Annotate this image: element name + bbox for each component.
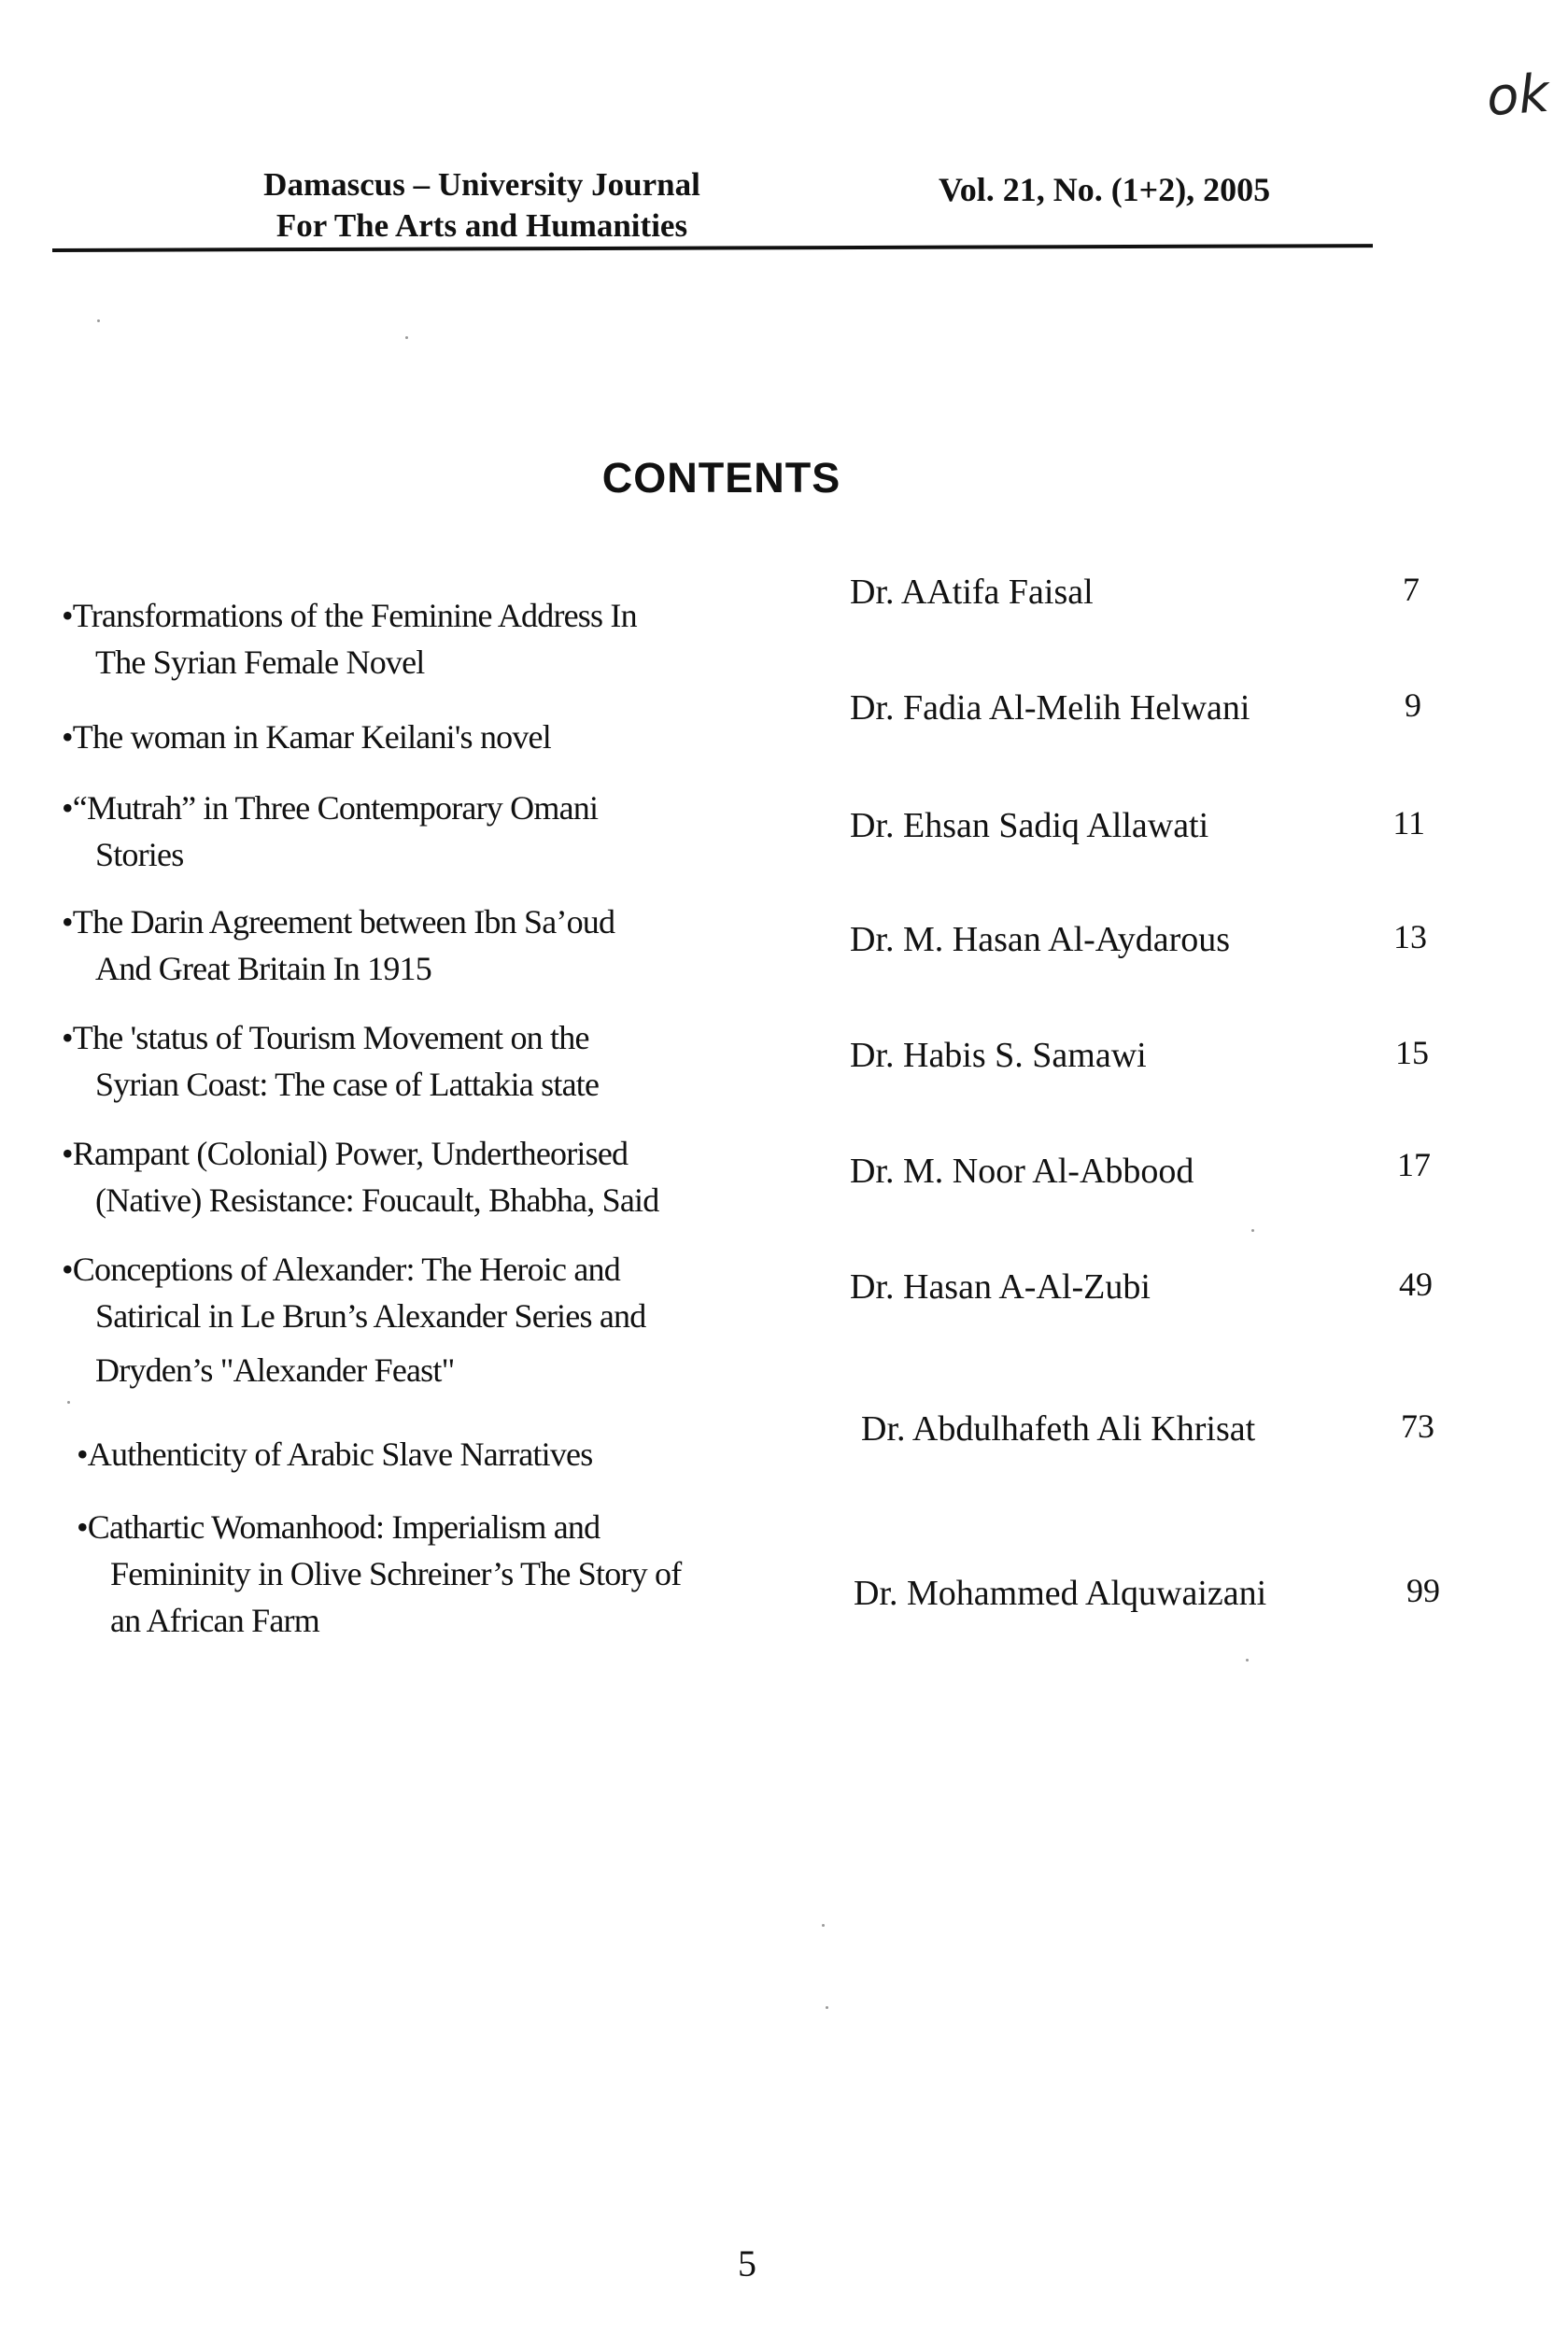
toc-entry-title bbox=[62, 714, 762, 760]
title-line: an African Farm bbox=[110, 1602, 319, 1639]
toc-entry-title bbox=[62, 898, 762, 992]
title-line: Stories bbox=[95, 836, 184, 873]
scan-speck bbox=[822, 1924, 825, 1927]
toc-entry-title bbox=[77, 1504, 777, 1644]
scan-speck bbox=[67, 1401, 70, 1404]
toc-entry-page: 13 bbox=[1393, 918, 1427, 955]
toc-entry-author: Dr. Ehsan Sadiq Allawati bbox=[850, 806, 1209, 845]
scan-speck bbox=[405, 336, 408, 339]
toc-entry-author: Dr. M. Hasan Al-Aydarous bbox=[850, 920, 1231, 959]
title-line: Syrian Coast: The case of Lattakia state bbox=[95, 1066, 600, 1103]
toc-entry-page: 11 bbox=[1392, 804, 1425, 842]
journal-name bbox=[230, 164, 734, 247]
toc-entry-title bbox=[62, 785, 762, 878]
volume-info: Vol. 21, No. (1+2), 2005 bbox=[939, 171, 1271, 208]
title-line: Dryden’s "Alexander Feast" bbox=[95, 1351, 455, 1389]
title-line: The Syrian Female Novel bbox=[95, 644, 425, 681]
title-line: •The Darin Agreement between Ibn Sa’oud bbox=[62, 903, 615, 941]
toc-entry-title bbox=[62, 592, 762, 686]
title-line: •Transformations of the Feminine Address In bbox=[62, 597, 637, 634]
handwritten-ok-mark: ok bbox=[1484, 63, 1551, 129]
title-line: Femininity in Olive Schreiner’s The Story of bbox=[110, 1555, 682, 1592]
scan-speck bbox=[1251, 1229, 1254, 1232]
toc-entry-author: Dr. Hasan A-Al-Zubi bbox=[850, 1267, 1151, 1307]
toc-entry-page: 15 bbox=[1395, 1034, 1429, 1071]
toc-entry-title bbox=[77, 1431, 777, 1478]
toc-entry-page: 17 bbox=[1397, 1146, 1431, 1183]
scan-speck bbox=[97, 319, 100, 322]
toc-entry-page: 73 bbox=[1401, 1407, 1434, 1445]
title-line: •Rampant (Colonial) Power, Undertheorised bbox=[62, 1135, 629, 1172]
title-line: And Great Britain In 1915 bbox=[95, 950, 431, 987]
toc-entry-author: Dr. Abdulhafeth Ali Khrisat bbox=[861, 1409, 1256, 1449]
contents-heading: CONTENTS bbox=[601, 454, 841, 502]
title-line: •The 'status of Tourism Movement on the bbox=[62, 1019, 589, 1056]
scan-speck bbox=[1246, 1659, 1249, 1662]
toc-entry-author: Dr. Habis S. Samawi bbox=[850, 1036, 1147, 1075]
title-line: •The woman in Kamar Keilani's novel bbox=[62, 718, 551, 756]
toc-entry-page: 49 bbox=[1399, 1266, 1433, 1303]
toc-entry-author: Dr. M. Noor Al-Abbood bbox=[850, 1152, 1194, 1191]
toc-entry-page: 99 bbox=[1406, 1572, 1440, 1609]
toc-entry-title bbox=[62, 1130, 762, 1224]
scan-speck bbox=[826, 2006, 828, 2009]
toc-entry-title bbox=[62, 1246, 762, 1393]
toc-entry-title bbox=[62, 1014, 762, 1108]
toc-entry-author: Dr. AAtifa Faisal bbox=[850, 573, 1094, 612]
title-line: •“Mutrah” in Three Contemporary Omani bbox=[62, 789, 599, 827]
journal-name-line-2: For The Arts and Humanities bbox=[275, 207, 688, 244]
toc-entry-author: Dr. Mohammed Alquwaizani bbox=[854, 1574, 1267, 1613]
title-line: •Cathartic Womanhood: Imperialism and bbox=[77, 1508, 600, 1546]
title-line: (Native) Resistance: Foucault, Bhabha, Said bbox=[95, 1181, 659, 1219]
page-number: 5 bbox=[738, 2242, 756, 2284]
toc-entry-page: 7 bbox=[1403, 571, 1420, 608]
toc-entry-author: Dr. Fadia Al-Melih Helwani bbox=[850, 688, 1250, 728]
title-line: •Authenticity of Arabic Slave Narratives bbox=[77, 1436, 593, 1473]
title-line: Satirical in Le Brun’s Alexander Series and bbox=[95, 1297, 646, 1335]
journal-name-line-1: Damascus – University Journal bbox=[263, 166, 700, 203]
title-line: •Conceptions of Alexander: The Heroic and bbox=[62, 1251, 620, 1288]
toc-entry-page: 9 bbox=[1405, 686, 1421, 724]
